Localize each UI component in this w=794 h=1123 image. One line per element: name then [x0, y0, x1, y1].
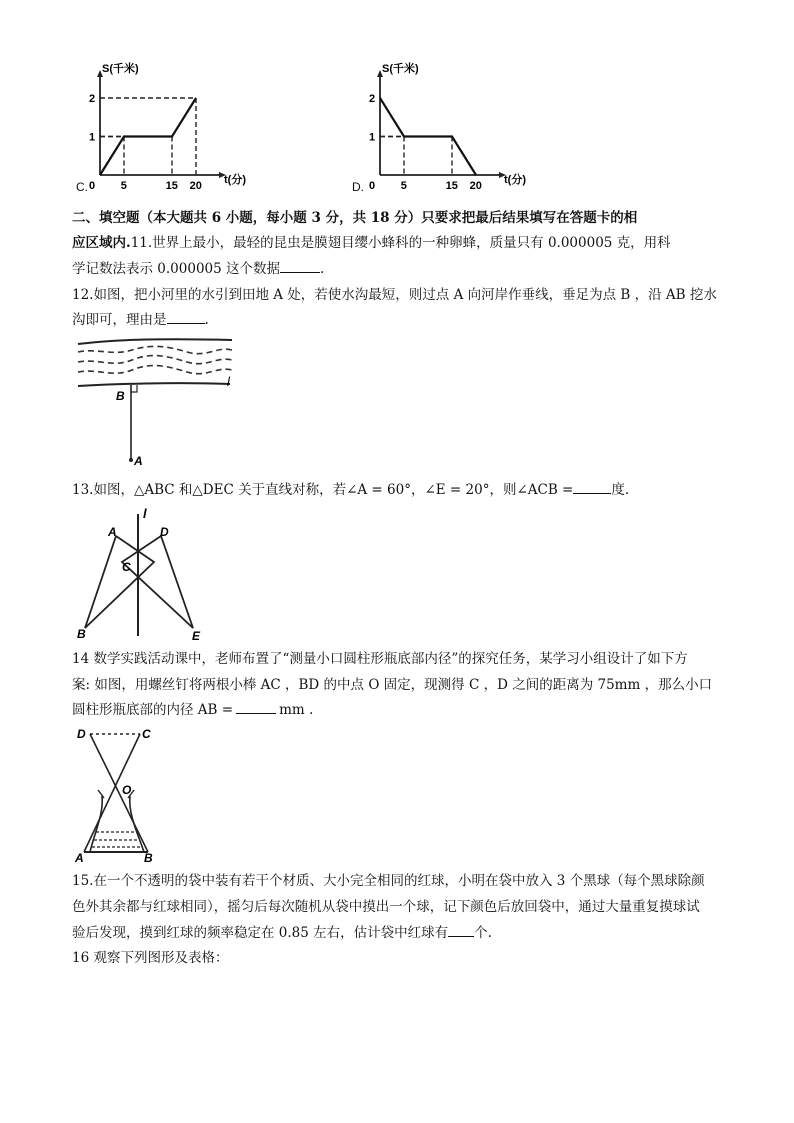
q12-text1: 12.如图，把小河里的水引到田地 A 处，若使水沟最短，则过点 A 向河岸作垂线，垂足为点 B ，沿 AB 挖水: [72, 287, 717, 303]
q12-answer-blank[interactable]: [167, 309, 205, 324]
bottle-lip-left: [98, 790, 104, 798]
label-c-14: C: [142, 727, 151, 741]
label-d-13: D: [160, 525, 169, 539]
bottle-left-side: [90, 796, 102, 852]
q14-bottle-diagram: [72, 724, 172, 866]
section-heading: [72, 207, 637, 229]
label-b-13: B: [77, 627, 86, 641]
q14-text1: 14 数学实践活动课中，老师布置了“测量小口圆柱形瓶底部内径”的探究任务，某学习小组设计了如下方: [72, 651, 688, 667]
q14-line1: [72, 648, 688, 670]
graph-c: [72, 62, 246, 197]
q12-end: .: [204, 312, 209, 328]
q11-text-a: 11.世界上最小，最轻的昆虫是膜翅目缨小蜂科的一种卵蜂，质量只有 0.000005 克，用科: [130, 235, 671, 251]
river-top-bank: [78, 339, 232, 344]
q15-line3: [72, 922, 492, 944]
graph-c-plot: [89, 61, 246, 192]
q14-text2: 案: 如图，用螺丝钉将两根小棒 AC ，BD 的中点 O 固定，现测得 C ，D 之间的距离为 75mm ，那么小口: [72, 677, 713, 693]
x-tick-20: 20: [469, 180, 482, 192]
distance-line: [100, 98, 196, 175]
y-axis-label: S(千米): [382, 63, 419, 75]
y-tick-2: 2: [369, 93, 376, 105]
river-wave-3: [78, 366, 232, 374]
distance-line: [380, 98, 476, 175]
y-tick-2: 2: [89, 93, 96, 105]
q13-answer-blank[interactable]: [573, 479, 611, 494]
q12-line2: [72, 309, 209, 331]
x-axis-label: t(分): [504, 174, 526, 186]
river-wave-1: [78, 346, 232, 353]
q13-symmetry-diagram: [72, 506, 222, 646]
q15-end: 个.: [474, 925, 492, 941]
q15-text1: 15.在一个不透明的袋中装有若干个材质、大小完全相同的红球，小明在袋中放入 3 个黑球（每个黑球除颜: [72, 873, 705, 889]
q15-line2: [72, 896, 700, 918]
q14-answer-blank[interactable]: [236, 699, 276, 714]
q14-line2: [72, 674, 712, 696]
x-tick-15: 15: [445, 180, 458, 192]
right-angle-mark: [131, 385, 137, 392]
q15-text3: 验后发现，摸到红球的频率稳定在 0.85 左右，估计袋中红球有: [72, 925, 449, 941]
y-tick-1: 1: [369, 131, 376, 144]
label-b-14: B: [144, 851, 153, 865]
label-c-13: C: [122, 560, 131, 574]
q12-text2: 沟即可，理由是: [72, 312, 167, 328]
x-tick-0: 0: [369, 180, 376, 192]
graph-d-plot: [369, 61, 526, 192]
q16-text: 16 观察下列图形及表格：: [72, 950, 229, 966]
q12-river-diagram: [72, 334, 242, 474]
q11-line1: [72, 232, 671, 254]
q12-line1: [72, 284, 717, 306]
q11-end: .: [320, 261, 325, 277]
label-o-14: O: [122, 783, 132, 797]
x-axis-label: t(分): [224, 174, 246, 186]
y-tick-1: 1: [89, 131, 96, 144]
q15-text2: 色外其余都与红球相同），摇匀后每次随机从袋中摸出一个球，记下颜色后放回袋中，通过大量重复摸球试: [72, 899, 700, 915]
q13-line: [72, 479, 629, 501]
graph-c-option-label: C.: [76, 180, 88, 194]
q11-text-b: 学记数法表示 0.000005 这个数据: [72, 261, 280, 277]
label-d-14: D: [77, 727, 86, 741]
label-l: l: [227, 374, 230, 389]
q14-line3: [72, 699, 313, 721]
bottle-right-side: [130, 796, 144, 852]
q14-text3: 圆柱形瓶底部的内径 AB =: [72, 702, 234, 718]
x-tick-15: 15: [165, 180, 178, 192]
graph-d: [352, 62, 526, 197]
x-tick-5: 5: [120, 180, 127, 192]
q13-end: 度.: [611, 482, 630, 498]
y-axis-label: S(千米): [102, 63, 139, 75]
q14-end: mm .: [279, 702, 314, 718]
q13-text: 13.如图，△ABC 和△DEC 关于直线对称，若∠A = 60°，∠E = 20°，则∠ACB =: [72, 482, 574, 498]
label-a-13: A: [108, 525, 117, 539]
section-heading-text: 二、填空题（本大题共 6 小题，每小题 3 分，共 18 分）只要求把最后结果填写在答题卡的相: [72, 210, 638, 226]
label-a-14: A: [75, 851, 84, 865]
q15-answer-blank[interactable]: [448, 922, 474, 937]
label-e-13: E: [192, 629, 201, 643]
q11-line2: [72, 258, 324, 280]
q11-answer-blank[interactable]: [280, 258, 320, 273]
label-a: A: [134, 454, 143, 468]
x-tick-5: 5: [400, 180, 407, 192]
x-tick-0: 0: [89, 180, 96, 192]
rod-bd: [90, 734, 148, 852]
river-bank-l: [78, 383, 230, 386]
label-l-13: l: [143, 506, 147, 521]
q15-line1: [72, 870, 705, 892]
point-a: [129, 458, 133, 462]
label-b: B: [116, 389, 125, 403]
section-heading-line2: 应区域内.: [72, 235, 131, 251]
x-tick-20: 20: [189, 180, 202, 192]
graph-d-option-label: D.: [352, 180, 364, 194]
q16-line: [72, 947, 228, 969]
river-wave-2: [78, 356, 232, 364]
